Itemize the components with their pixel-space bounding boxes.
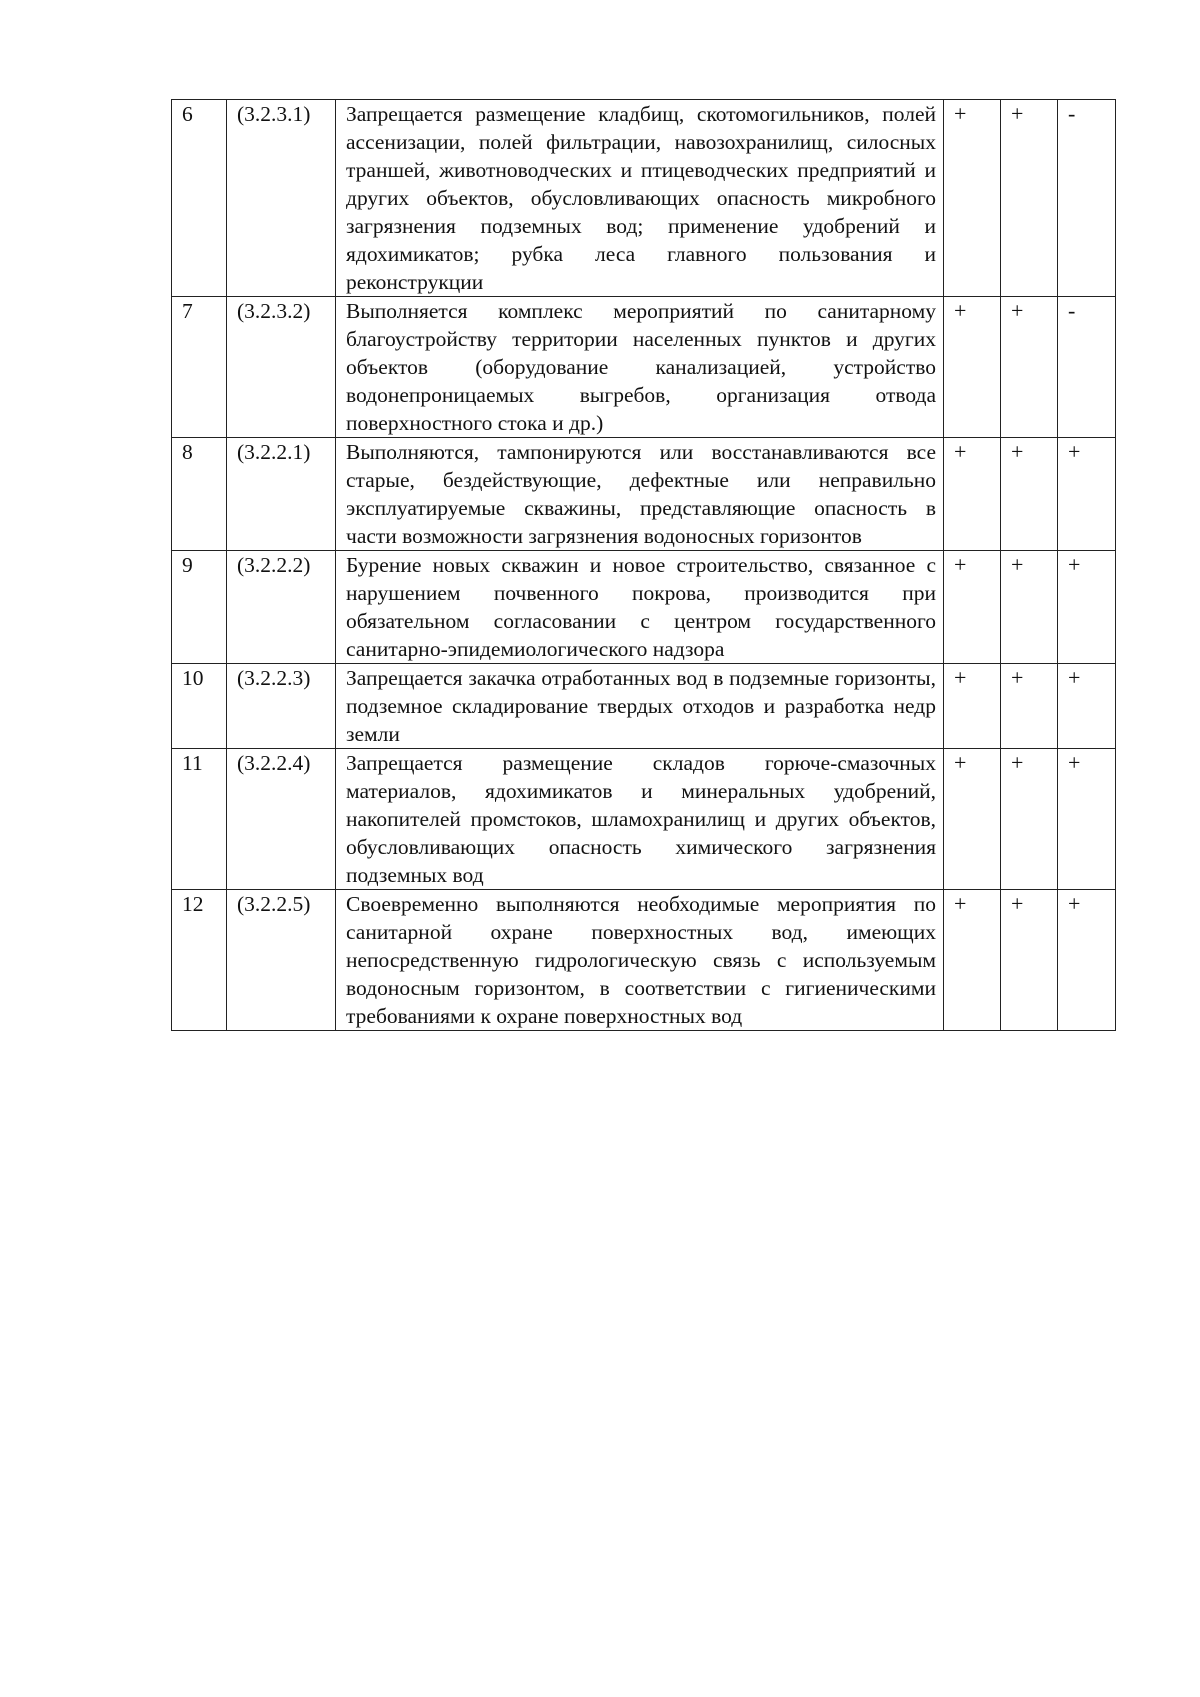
clause-reference: (3.2.2.5) <box>227 890 336 1031</box>
mark-cell: + <box>1058 749 1116 890</box>
mark-cell: - <box>1058 297 1116 438</box>
requirement-text: Запрещается размещение кладбищ, скотомогильников, полей ассенизации, полей фильтрации, навозохранилищ, силосных траншей, животноводческих и птицеводческих предприятий и других объектов, обусловливающих опасность микробного загрязнения подземных вод; применение удобрений и ядохимикатов; рубка леса главного пользования и реконструкции <box>336 100 944 297</box>
mark-cell: + <box>1058 438 1116 551</box>
mark-cell: + <box>1058 890 1116 1031</box>
clause-reference: (3.2.2.4) <box>227 749 336 890</box>
clause-reference: (3.2.2.2) <box>227 551 336 664</box>
requirement-text: Запрещается закачка отработанных вод в подземные горизонты, подземное складирование твердых отходов и разработка недр земли <box>336 664 944 749</box>
mark-cell: + <box>944 890 1001 1031</box>
clause-reference: (3.2.2.1) <box>227 438 336 551</box>
row-number: 12 <box>172 890 227 1031</box>
table-row <box>172 890 1116 1031</box>
table-row <box>172 749 1116 890</box>
mark-cell: + <box>944 664 1001 749</box>
mark-cell: + <box>1001 664 1058 749</box>
clause-reference: (3.2.3.2) <box>227 297 336 438</box>
requirement-text: Своевременно выполняются необходимые мероприятия по санитарной охране поверхностных вод, имеющих непосредственную гидрологическую связь с используемым водоносным горизонтом, в соответствии с гигиеническими требованиями к охране поверхностных вод <box>336 890 944 1031</box>
table-row <box>172 664 1116 749</box>
table-row <box>172 438 1116 551</box>
mark-cell: + <box>1001 438 1058 551</box>
table-row <box>172 100 1116 297</box>
mark-cell: + <box>1001 100 1058 297</box>
clause-reference: (3.2.3.1) <box>227 100 336 297</box>
row-number: 6 <box>172 100 227 297</box>
mark-cell: + <box>944 297 1001 438</box>
row-number: 11 <box>172 749 227 890</box>
table-row <box>172 297 1116 438</box>
mark-cell: + <box>944 551 1001 664</box>
requirement-text: Запрещается размещение складов горюче-смазочных материалов, ядохимикатов и минеральных удобрений, накопителей промстоков, шламохранилищ и других объектов, обусловливающих опасность химического загрязнения подземных вод <box>336 749 944 890</box>
row-number: 8 <box>172 438 227 551</box>
mark-cell: + <box>944 100 1001 297</box>
mark-cell: - <box>1058 100 1116 297</box>
table-row <box>172 551 1116 664</box>
row-number: 7 <box>172 297 227 438</box>
document-page <box>171 99 1116 1031</box>
mark-cell: + <box>1001 297 1058 438</box>
row-number: 9 <box>172 551 227 664</box>
requirement-text: Выполняется комплекс мероприятий по санитарному благоустройству территории населенных пунктов и других объектов (оборудование канализацией, устройство водонепроницаемых выгребов, организация отвода поверхностного стока и др.) <box>336 297 944 438</box>
mark-cell: + <box>1001 890 1058 1031</box>
mark-cell: + <box>1001 749 1058 890</box>
mark-cell: + <box>1058 551 1116 664</box>
mark-cell: + <box>1001 551 1058 664</box>
requirements-table <box>171 99 1116 1031</box>
clause-reference: (3.2.2.3) <box>227 664 336 749</box>
mark-cell: + <box>1058 664 1116 749</box>
requirement-text: Выполняются, тампонируются или восстанавливаются все старые, бездействующие, дефектные или неправильно эксплуатируемые скважины, представляющие опасность в части возможности загрязнения водоносных горизонтов <box>336 438 944 551</box>
mark-cell: + <box>944 438 1001 551</box>
row-number: 10 <box>172 664 227 749</box>
mark-cell: + <box>944 749 1001 890</box>
requirement-text: Бурение новых скважин и новое строительство, связанное с нарушением почвенного покрова, производится при обязательном согласовании с центром государственного санитарно-эпидемиологического надзора <box>336 551 944 664</box>
